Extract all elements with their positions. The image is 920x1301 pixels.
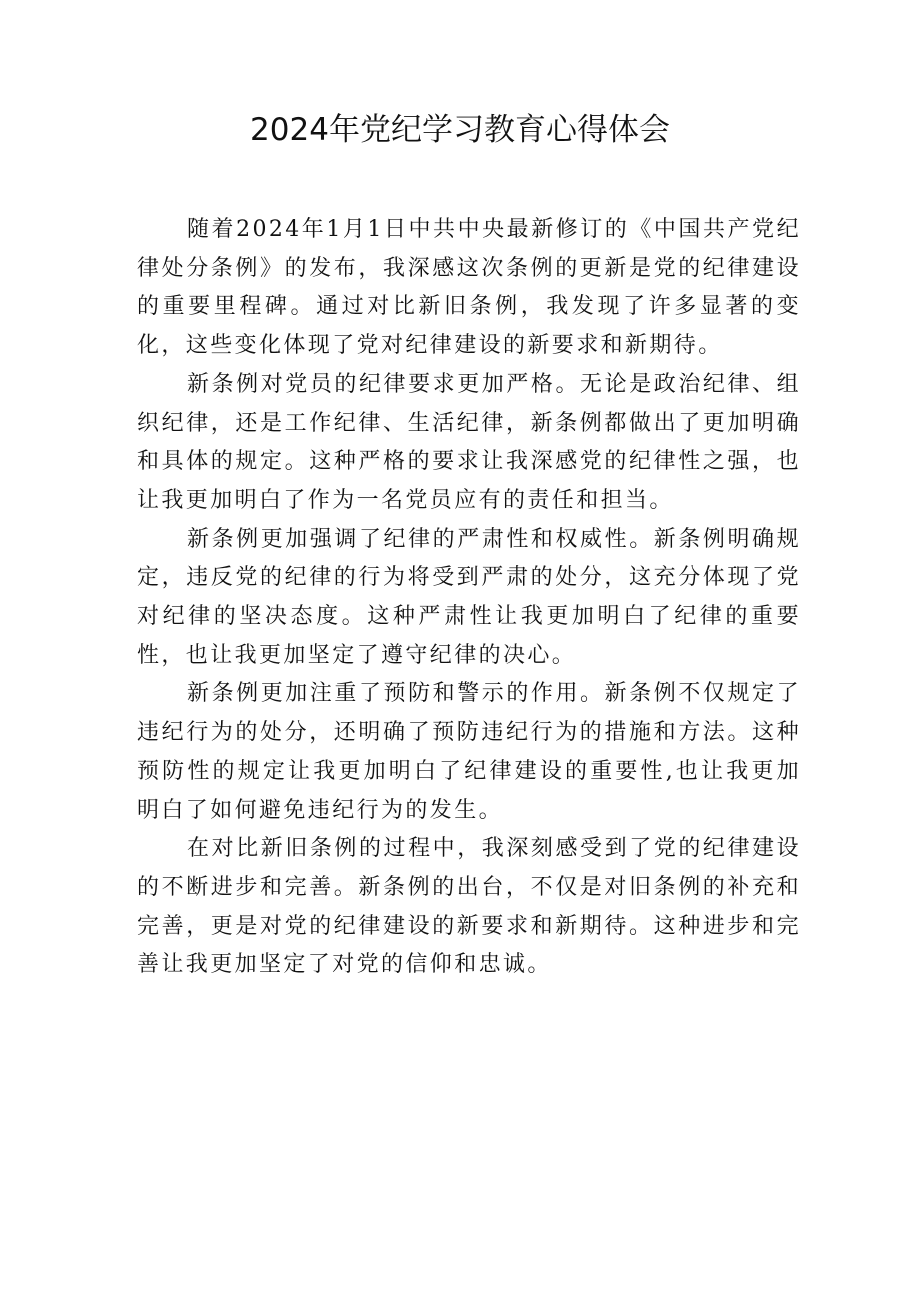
paragraph-5: 在对比新旧条例的过程中，我深刻感受到了党的纪律建设的不断进步和完善。新条例的出台，不仅是对旧条例的补充和完善，更是对党的纪律建设的新要求和新期待。这种进步和完善让我更加坚定了对党的信仰和忠诚。 [137, 836, 801, 978]
paragraph-4: 新条例更加注重了预防和警示的作用。新条例不仅规定了违纪行为的处分，还明确了预防违纪行为的措施和方法。这种预防性的规定让我更加明白了纪律建设的重要性,也让我更加明白了如何避免违纪行为的发生。 [137, 681, 801, 823]
document-body [137, 211, 801, 985]
paragraph-1: 随着2024年1月1日中共中央最新修订的《中国共产党纪律处分条例》的发布，我深感这次条例的更新是党的纪律建设的重要里程碑。通过对比新旧条例，我发现了许多显著的变化，这些变化体现了党对纪律建设的新要求和新期待。 [137, 217, 801, 359]
paragraph-3: 新条例更加强调了纪律的严肃性和权威性。新条例明确规定，违反党的纪律的行为将受到严肃的处分，这充分体现了党对纪律的坚决态度。这种严肃性让我更加明白了纪律的重要性，也让我更加坚定了遵守纪律的决心。 [137, 526, 801, 668]
document-title: 2024年党纪学习教育心得体会 [250, 112, 670, 148]
paragraph-2: 新条例对党员的纪律要求更加严格。无论是政治纪律、组织纪律，还是工作纪律、生活纪律，新条例都做出了更加明确和具体的规定。这种严格的要求让我深感党的纪律性之强，也让我更加明白了作为一名党员应有的责任和担当。 [137, 371, 801, 513]
